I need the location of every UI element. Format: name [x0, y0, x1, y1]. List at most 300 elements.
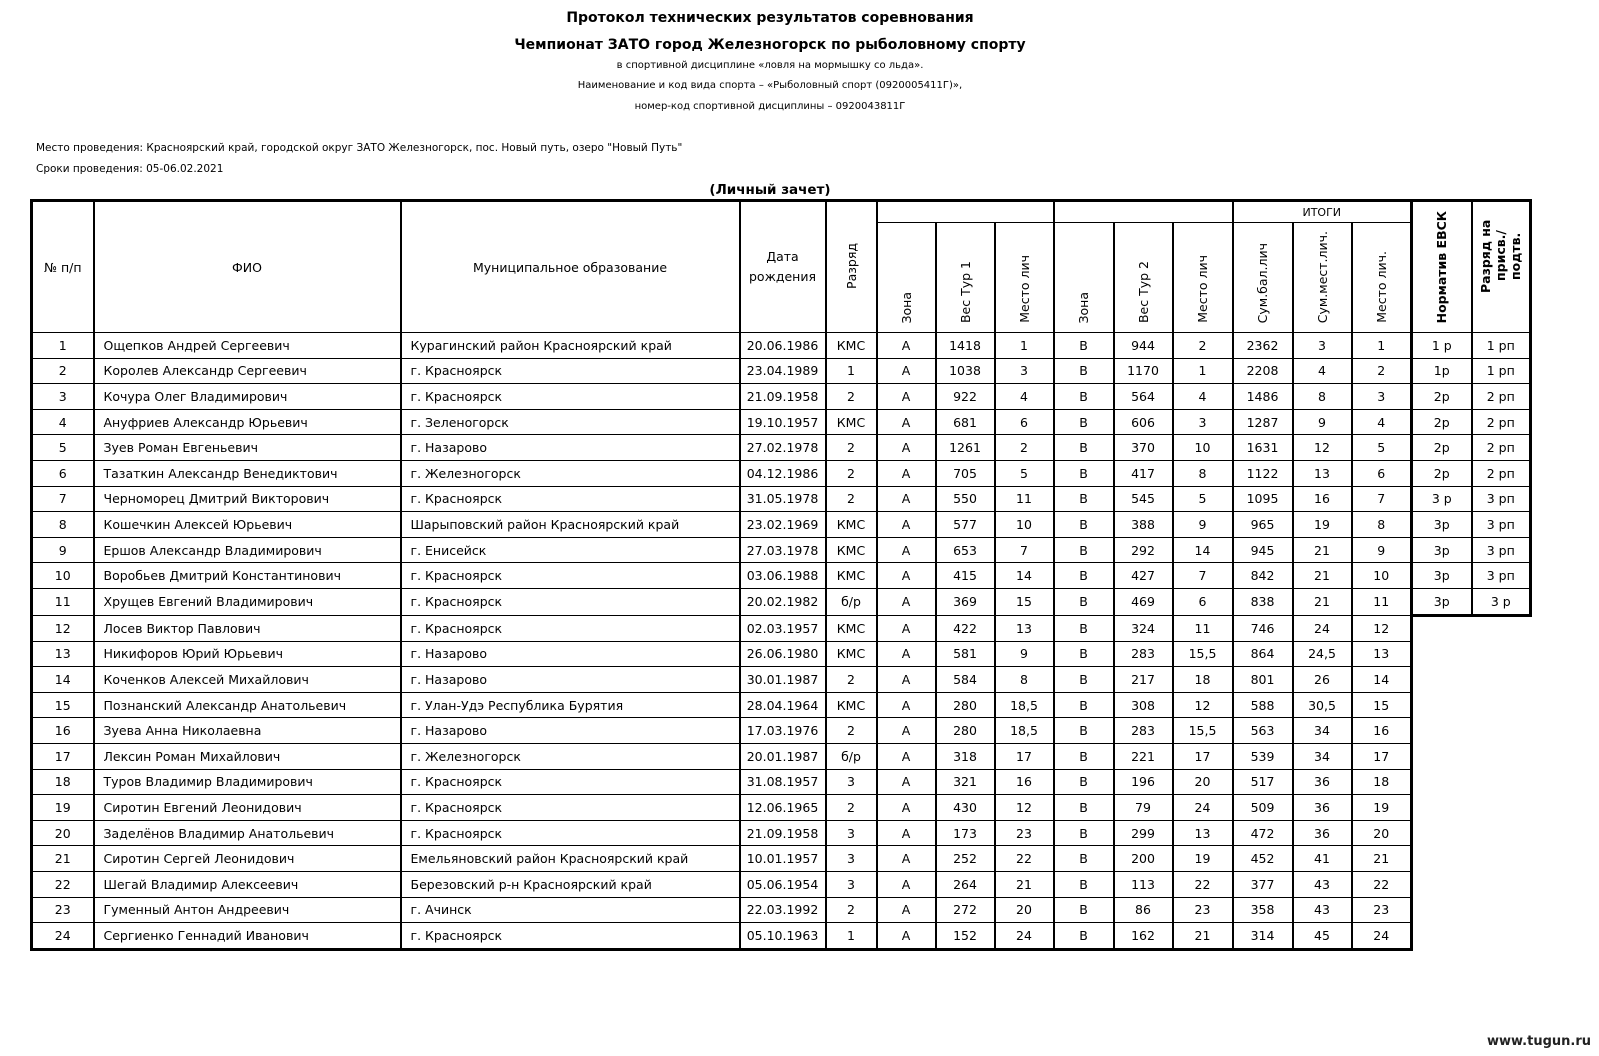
cell-weight1: 1038 — [936, 358, 995, 384]
cell-sum-points: 358 — [1233, 897, 1293, 923]
cell-fio: Туров Владимир Владимирович — [94, 769, 401, 795]
table-row — [32, 460, 1531, 486]
cell-evsk: 3р — [1412, 537, 1472, 563]
cell-fio: Зуев Роман Евгеньевич — [94, 435, 401, 461]
cell-fio: Познанский Александр Анатольевич — [94, 692, 401, 718]
header-evsk — [1412, 201, 1472, 333]
table-row — [32, 923, 1531, 950]
cell-zone1: А — [877, 820, 936, 846]
cell-weight2: 217 — [1114, 667, 1173, 693]
cell-sum-places: 26 — [1293, 667, 1352, 693]
cell-place2: 22 — [1173, 871, 1233, 897]
cell-sum-places: 34 — [1293, 744, 1352, 770]
header-tour1-group — [877, 201, 1054, 223]
cell-municipality: г. Назарово — [401, 435, 740, 461]
cell-weight2: 427 — [1114, 563, 1173, 589]
header-assign-label: Разряд на присв./подтв. — [1478, 219, 1524, 293]
cell-zone1: А — [877, 333, 936, 359]
cell-zone2: В — [1054, 615, 1114, 641]
cell-zone2: В — [1054, 486, 1114, 512]
cell-dob: 26.06.1980 — [740, 641, 826, 667]
cell-sum-places: 4 — [1293, 358, 1352, 384]
cell-final-place: 21 — [1352, 846, 1412, 872]
cell-place2: 11 — [1173, 615, 1233, 641]
cell-place1: 24 — [995, 923, 1054, 950]
venue-line: Место проведения: Красноярский край, городской округ ЗАТО Железногорск, пос. Новый путь, озеро "Новый Путь" — [36, 142, 683, 154]
cell-num: 1 — [32, 333, 94, 359]
cell-evsk: 2р — [1412, 460, 1472, 486]
header-place2-label: Место лич — [1195, 255, 1210, 323]
cell-place2: 9 — [1173, 512, 1233, 538]
cell-zone1: А — [877, 667, 936, 693]
cell-zone1: А — [877, 718, 936, 744]
cell-weight1: 681 — [936, 409, 995, 435]
cell-place2: 18 — [1173, 667, 1233, 693]
cell-rank: 2 — [826, 667, 877, 693]
cell-fio: Королев Александр Сергеевич — [94, 358, 401, 384]
cell-place2: 3 — [1173, 409, 1233, 435]
cell-sum-points: 563 — [1233, 718, 1293, 744]
cell-dob: 20.02.1982 — [740, 588, 826, 615]
cell-evsk — [1412, 692, 1472, 718]
cell-num: 13 — [32, 641, 94, 667]
cell-zone2: В — [1054, 512, 1114, 538]
cell-place2: 2 — [1173, 333, 1233, 359]
cell-weight1: 321 — [936, 769, 995, 795]
cell-municipality: г. Красноярск — [401, 795, 740, 821]
cell-zone2: В — [1054, 769, 1114, 795]
cell-evsk — [1412, 718, 1472, 744]
cell-sum-points: 801 — [1233, 667, 1293, 693]
cell-weight1: 173 — [936, 820, 995, 846]
cell-municipality: г. Красноярск — [401, 358, 740, 384]
cell-weight2: 283 — [1114, 641, 1173, 667]
cell-rank: КМС — [826, 537, 877, 563]
sport-code-line: Наименование и код вида спорта – «Рыболовный спорт (0920005411Г)», — [577, 80, 963, 91]
cell-evsk: 2р — [1412, 435, 1472, 461]
cell-evsk — [1412, 846, 1472, 872]
header-num: № п/п — [32, 201, 94, 333]
cell-municipality: Березовский р-н Красноярский край — [401, 871, 740, 897]
cell-sum-places: 3 — [1293, 333, 1352, 359]
header-evsk-label: Норматив ЕВСК — [1434, 210, 1450, 323]
cell-sum-places: 24 — [1293, 615, 1352, 641]
header-sum-places — [1293, 223, 1352, 333]
cell-sum-points: 1486 — [1233, 384, 1293, 410]
cell-fio: Никифоров Юрий Юрьевич — [94, 641, 401, 667]
cell-weight2: 370 — [1114, 435, 1173, 461]
cell-place1: 9 — [995, 641, 1054, 667]
cell-evsk — [1412, 615, 1472, 641]
cell-weight2: 417 — [1114, 460, 1173, 486]
cell-zone1: А — [877, 435, 936, 461]
cell-weight2: 564 — [1114, 384, 1173, 410]
cell-zone2: В — [1054, 744, 1114, 770]
table-row — [32, 358, 1531, 384]
cell-weight1: 577 — [936, 512, 995, 538]
table-row — [32, 718, 1531, 744]
cell-dob: 19.10.1957 — [740, 409, 826, 435]
cell-sum-points: 965 — [1233, 512, 1293, 538]
cell-rank: КМС — [826, 641, 877, 667]
cell-evsk — [1412, 923, 1472, 950]
cell-dob: 05.10.1963 — [740, 923, 826, 950]
cell-zone2: В — [1054, 846, 1114, 872]
cell-dob: 23.02.1969 — [740, 512, 826, 538]
cell-num: 19 — [32, 795, 94, 821]
cell-assign — [1472, 795, 1531, 821]
cell-num: 9 — [32, 537, 94, 563]
cell-weight2: 200 — [1114, 846, 1173, 872]
cell-place2: 19 — [1173, 846, 1233, 872]
cell-fio: Черноморец Дмитрий Викторович — [94, 486, 401, 512]
table-row — [32, 615, 1531, 641]
cell-evsk: 1 р — [1412, 333, 1472, 359]
cell-final-place: 23 — [1352, 897, 1412, 923]
header-fio: ФИО — [94, 201, 401, 333]
cell-zone1: А — [877, 641, 936, 667]
cell-dob: 20.01.1987 — [740, 744, 826, 770]
cell-assign — [1472, 692, 1531, 718]
cell-sum-places: 21 — [1293, 537, 1352, 563]
cell-dob: 27.03.1978 — [740, 537, 826, 563]
cell-rank: КМС — [826, 512, 877, 538]
cell-sum-points: 2362 — [1233, 333, 1293, 359]
table-row — [32, 512, 1531, 538]
cell-assign — [1472, 718, 1531, 744]
cell-municipality: г. Улан-Удэ Республика Бурятия — [401, 692, 740, 718]
cell-assign: 3 р — [1472, 588, 1531, 615]
table-row — [32, 692, 1531, 718]
cell-zone1: А — [877, 871, 936, 897]
cell-place2: 4 — [1173, 384, 1233, 410]
cell-municipality: г. Красноярск — [401, 769, 740, 795]
cell-place1: 20 — [995, 897, 1054, 923]
table-row — [32, 744, 1531, 770]
cell-sum-points: 509 — [1233, 795, 1293, 821]
cell-fio: Лосев Виктор Павлович — [94, 615, 401, 641]
cell-sum-points: 452 — [1233, 846, 1293, 872]
table-row — [32, 537, 1531, 563]
cell-fio: Шегай Владимир Алексеевич — [94, 871, 401, 897]
header-rank — [826, 201, 877, 333]
cell-final-place: 3 — [1352, 384, 1412, 410]
cell-zone1: А — [877, 615, 936, 641]
cell-dob: 12.06.1965 — [740, 795, 826, 821]
cell-place1: 8 — [995, 667, 1054, 693]
cell-dob: 02.03.1957 — [740, 615, 826, 641]
cell-assign: 2 рп — [1472, 384, 1531, 410]
cell-municipality: г. Енисейск — [401, 537, 740, 563]
cell-dob: 17.03.1976 — [740, 718, 826, 744]
cell-sum-places: 41 — [1293, 846, 1352, 872]
header-place1 — [995, 223, 1054, 333]
cell-evsk — [1412, 769, 1472, 795]
cell-place1: 17 — [995, 744, 1054, 770]
cell-fio: Сергиенко Геннадий Иванович — [94, 923, 401, 950]
cell-municipality: Курагинский район Красноярский край — [401, 333, 740, 359]
cell-rank: 3 — [826, 846, 877, 872]
cell-dob: 31.08.1957 — [740, 769, 826, 795]
cell-num: 6 — [32, 460, 94, 486]
cell-sum-places: 36 — [1293, 769, 1352, 795]
cell-weight1: 1261 — [936, 435, 995, 461]
cell-num: 2 — [32, 358, 94, 384]
cell-evsk — [1412, 667, 1472, 693]
table-row — [32, 667, 1531, 693]
cell-num: 11 — [32, 588, 94, 615]
cell-sum-places: 34 — [1293, 718, 1352, 744]
header-zone2-label: Зона — [1076, 291, 1091, 323]
cell-dob: 20.06.1986 — [740, 333, 826, 359]
protocol-title: Протокол технических результатов соревнования — [566, 10, 974, 26]
cell-sum-places: 19 — [1293, 512, 1352, 538]
cell-weight1: 264 — [936, 871, 995, 897]
cell-dob: 23.04.1989 — [740, 358, 826, 384]
cell-zone2: В — [1054, 384, 1114, 410]
cell-weight1: 280 — [936, 718, 995, 744]
cell-dob: 10.01.1957 — [740, 846, 826, 872]
cell-num: 22 — [32, 871, 94, 897]
cell-weight2: 299 — [1114, 820, 1173, 846]
cell-place1: 10 — [995, 512, 1054, 538]
cell-zone2: В — [1054, 667, 1114, 693]
cell-place2: 23 — [1173, 897, 1233, 923]
cell-zone2: В — [1054, 409, 1114, 435]
cell-rank: 2 — [826, 486, 877, 512]
cell-sum-places: 24,5 — [1293, 641, 1352, 667]
cell-weight1: 318 — [936, 744, 995, 770]
cell-municipality: г. Красноярск — [401, 923, 740, 950]
cell-sum-points: 746 — [1233, 615, 1293, 641]
cell-fio: Коченков Алексей Михайлович — [94, 667, 401, 693]
cell-sum-places: 45 — [1293, 923, 1352, 950]
cell-sum-points: 314 — [1233, 923, 1293, 950]
cell-fio: Лексин Роман Михайлович — [94, 744, 401, 770]
cell-rank: 2 — [826, 795, 877, 821]
header-tour2-group — [1054, 201, 1233, 223]
cell-rank: 1 — [826, 923, 877, 950]
cell-final-place: 15 — [1352, 692, 1412, 718]
cell-fio: Зуева Анна Николаевна — [94, 718, 401, 744]
cell-zone2: В — [1054, 718, 1114, 744]
cell-rank: КМС — [826, 333, 877, 359]
cell-fio: Ершов Александр Владимирович — [94, 537, 401, 563]
cell-fio: Тазаткин Александр Венедиктович — [94, 460, 401, 486]
cell-place2: 6 — [1173, 588, 1233, 615]
cell-sum-points: 1095 — [1233, 486, 1293, 512]
header-zone1-label: Зона — [898, 291, 914, 323]
cell-dob: 28.04.1964 — [740, 692, 826, 718]
cell-zone1: А — [877, 460, 936, 486]
cell-assign — [1472, 846, 1531, 872]
cell-dob: 31.05.1978 — [740, 486, 826, 512]
cell-zone2: В — [1054, 820, 1114, 846]
cell-weight2: 221 — [1114, 744, 1173, 770]
cell-sum-points: 1287 — [1233, 409, 1293, 435]
cell-weight1: 280 — [936, 692, 995, 718]
cell-evsk — [1412, 744, 1472, 770]
cell-evsk: 3 р — [1412, 486, 1472, 512]
dates-line: Сроки проведения: 05-06.02.2021 — [36, 163, 224, 175]
cell-place1: 1 — [995, 333, 1054, 359]
cell-place1: 18,5 — [995, 718, 1054, 744]
cell-zone2: В — [1054, 537, 1114, 563]
cell-zone1: А — [877, 795, 936, 821]
table-row — [32, 409, 1531, 435]
cell-weight2: 469 — [1114, 588, 1173, 615]
cell-place1: 23 — [995, 820, 1054, 846]
table-row — [32, 769, 1531, 795]
cell-dob: 27.02.1978 — [740, 435, 826, 461]
cell-assign — [1472, 871, 1531, 897]
cell-assign — [1472, 667, 1531, 693]
cell-sum-places: 36 — [1293, 820, 1352, 846]
cell-dob: 21.09.1958 — [740, 384, 826, 410]
cell-weight1: 369 — [936, 588, 995, 615]
cell-num: 7 — [32, 486, 94, 512]
cell-assign — [1472, 769, 1531, 795]
header-final-place-label: Место лич. — [1373, 251, 1389, 323]
cell-municipality: г. Ачинск — [401, 897, 740, 923]
cell-num: 16 — [32, 718, 94, 744]
cell-evsk — [1412, 820, 1472, 846]
cell-place1: 14 — [995, 563, 1054, 589]
cell-final-place: 1 — [1352, 333, 1412, 359]
cell-num: 5 — [32, 435, 94, 461]
cell-weight1: 653 — [936, 537, 995, 563]
header-dob: Дата рождения — [740, 201, 826, 333]
cell-place1: 4 — [995, 384, 1054, 410]
cell-assign — [1472, 615, 1531, 641]
cell-rank: КМС — [826, 615, 877, 641]
cell-place2: 15,5 — [1173, 641, 1233, 667]
cell-evsk — [1412, 897, 1472, 923]
cell-final-place: 9 — [1352, 537, 1412, 563]
cell-municipality: г. Красноярск — [401, 820, 740, 846]
table-row — [32, 820, 1531, 846]
cell-sum-places: 21 — [1293, 563, 1352, 589]
cell-weight2: 308 — [1114, 692, 1173, 718]
cell-fio: Сиротин Сергей Леонидович — [94, 846, 401, 872]
cell-place1: 15 — [995, 588, 1054, 615]
cell-num: 4 — [32, 409, 94, 435]
cell-place2: 13 — [1173, 820, 1233, 846]
cell-sum-places: 30,5 — [1293, 692, 1352, 718]
cell-municipality: г. Красноярск — [401, 486, 740, 512]
cell-sum-places: 12 — [1293, 435, 1352, 461]
cell-municipality: Шарыповский район Красноярский край — [401, 512, 740, 538]
cell-zone1: А — [877, 409, 936, 435]
cell-place1: 2 — [995, 435, 1054, 461]
cell-place2: 21 — [1173, 923, 1233, 950]
cell-weight2: 1170 — [1114, 358, 1173, 384]
cell-rank: КМС — [826, 563, 877, 589]
cell-final-place: 5 — [1352, 435, 1412, 461]
cell-dob: 22.03.1992 — [740, 897, 826, 923]
cell-final-place: 16 — [1352, 718, 1412, 744]
cell-evsk: 2р — [1412, 384, 1472, 410]
results-table — [30, 199, 1532, 951]
cell-final-place: 7 — [1352, 486, 1412, 512]
header-weight2-label: Вес Тур 2 — [1135, 260, 1151, 323]
cell-sum-points: 517 — [1233, 769, 1293, 795]
cell-dob: 05.06.1954 — [740, 871, 826, 897]
table-row — [32, 435, 1531, 461]
cell-zone1: А — [877, 358, 936, 384]
cell-fio: Гуменный Антон Андреевич — [94, 897, 401, 923]
cell-fio: Кошечкин Алексей Юрьевич — [94, 512, 401, 538]
cell-municipality: г. Назарово — [401, 718, 740, 744]
cell-zone1: А — [877, 486, 936, 512]
cell-place2: 14 — [1173, 537, 1233, 563]
cell-zone2: В — [1054, 641, 1114, 667]
cell-final-place: 4 — [1352, 409, 1412, 435]
cell-sum-places: 43 — [1293, 871, 1352, 897]
cell-num: 21 — [32, 846, 94, 872]
cell-sum-points: 539 — [1233, 744, 1293, 770]
cell-sum-points: 588 — [1233, 692, 1293, 718]
cell-num: 23 — [32, 897, 94, 923]
personal-standings-subtitle: (Личный зачет) — [709, 182, 831, 198]
cell-evsk: 2р — [1412, 409, 1472, 435]
cell-place2: 24 — [1173, 795, 1233, 821]
cell-final-place: 6 — [1352, 460, 1412, 486]
cell-assign: 2 рп — [1472, 435, 1531, 461]
cell-zone1: А — [877, 537, 936, 563]
cell-num: 8 — [32, 512, 94, 538]
cell-fio: Воробьев Дмитрий Константинович — [94, 563, 401, 589]
cell-place2: 7 — [1173, 563, 1233, 589]
cell-final-place: 2 — [1352, 358, 1412, 384]
cell-sum-points: 377 — [1233, 871, 1293, 897]
cell-dob: 03.06.1988 — [740, 563, 826, 589]
cell-final-place: 17 — [1352, 744, 1412, 770]
cell-assign: 3 рп — [1472, 486, 1531, 512]
cell-place1: 12 — [995, 795, 1054, 821]
table-row — [32, 333, 1531, 359]
cell-assign: 3 рп — [1472, 563, 1531, 589]
cell-municipality: г. Зеленогорск — [401, 409, 740, 435]
cell-final-place: 18 — [1352, 769, 1412, 795]
cell-zone2: В — [1054, 897, 1114, 923]
cell-weight2: 79 — [1114, 795, 1173, 821]
header-weight1-label: Вес Тур 1 — [957, 260, 973, 323]
cell-weight1: 415 — [936, 563, 995, 589]
cell-dob: 04.12.1986 — [740, 460, 826, 486]
cell-zone1: А — [877, 512, 936, 538]
cell-place2: 20 — [1173, 769, 1233, 795]
cell-final-place: 22 — [1352, 871, 1412, 897]
cell-final-place: 14 — [1352, 667, 1412, 693]
cell-sum-places: 8 — [1293, 384, 1352, 410]
cell-sum-places: 16 — [1293, 486, 1352, 512]
header-itogi: ИТОГИ — [1233, 201, 1412, 223]
cell-rank: КМС — [826, 409, 877, 435]
cell-rank: КМС — [826, 692, 877, 718]
header-sum-points — [1233, 223, 1293, 333]
cell-num: 14 — [32, 667, 94, 693]
cell-zone1: А — [877, 923, 936, 950]
cell-fio: Заделёнов Владимир Анатольевич — [94, 820, 401, 846]
cell-weight2: 196 — [1114, 769, 1173, 795]
cell-sum-points: 864 — [1233, 641, 1293, 667]
cell-zone1: А — [877, 692, 936, 718]
cell-zone2: В — [1054, 460, 1114, 486]
cell-zone2: В — [1054, 435, 1114, 461]
discipline-line: в спортивной дисциплине «ловля на мормышку со льда». — [616, 60, 924, 71]
header-final-place — [1352, 223, 1412, 333]
